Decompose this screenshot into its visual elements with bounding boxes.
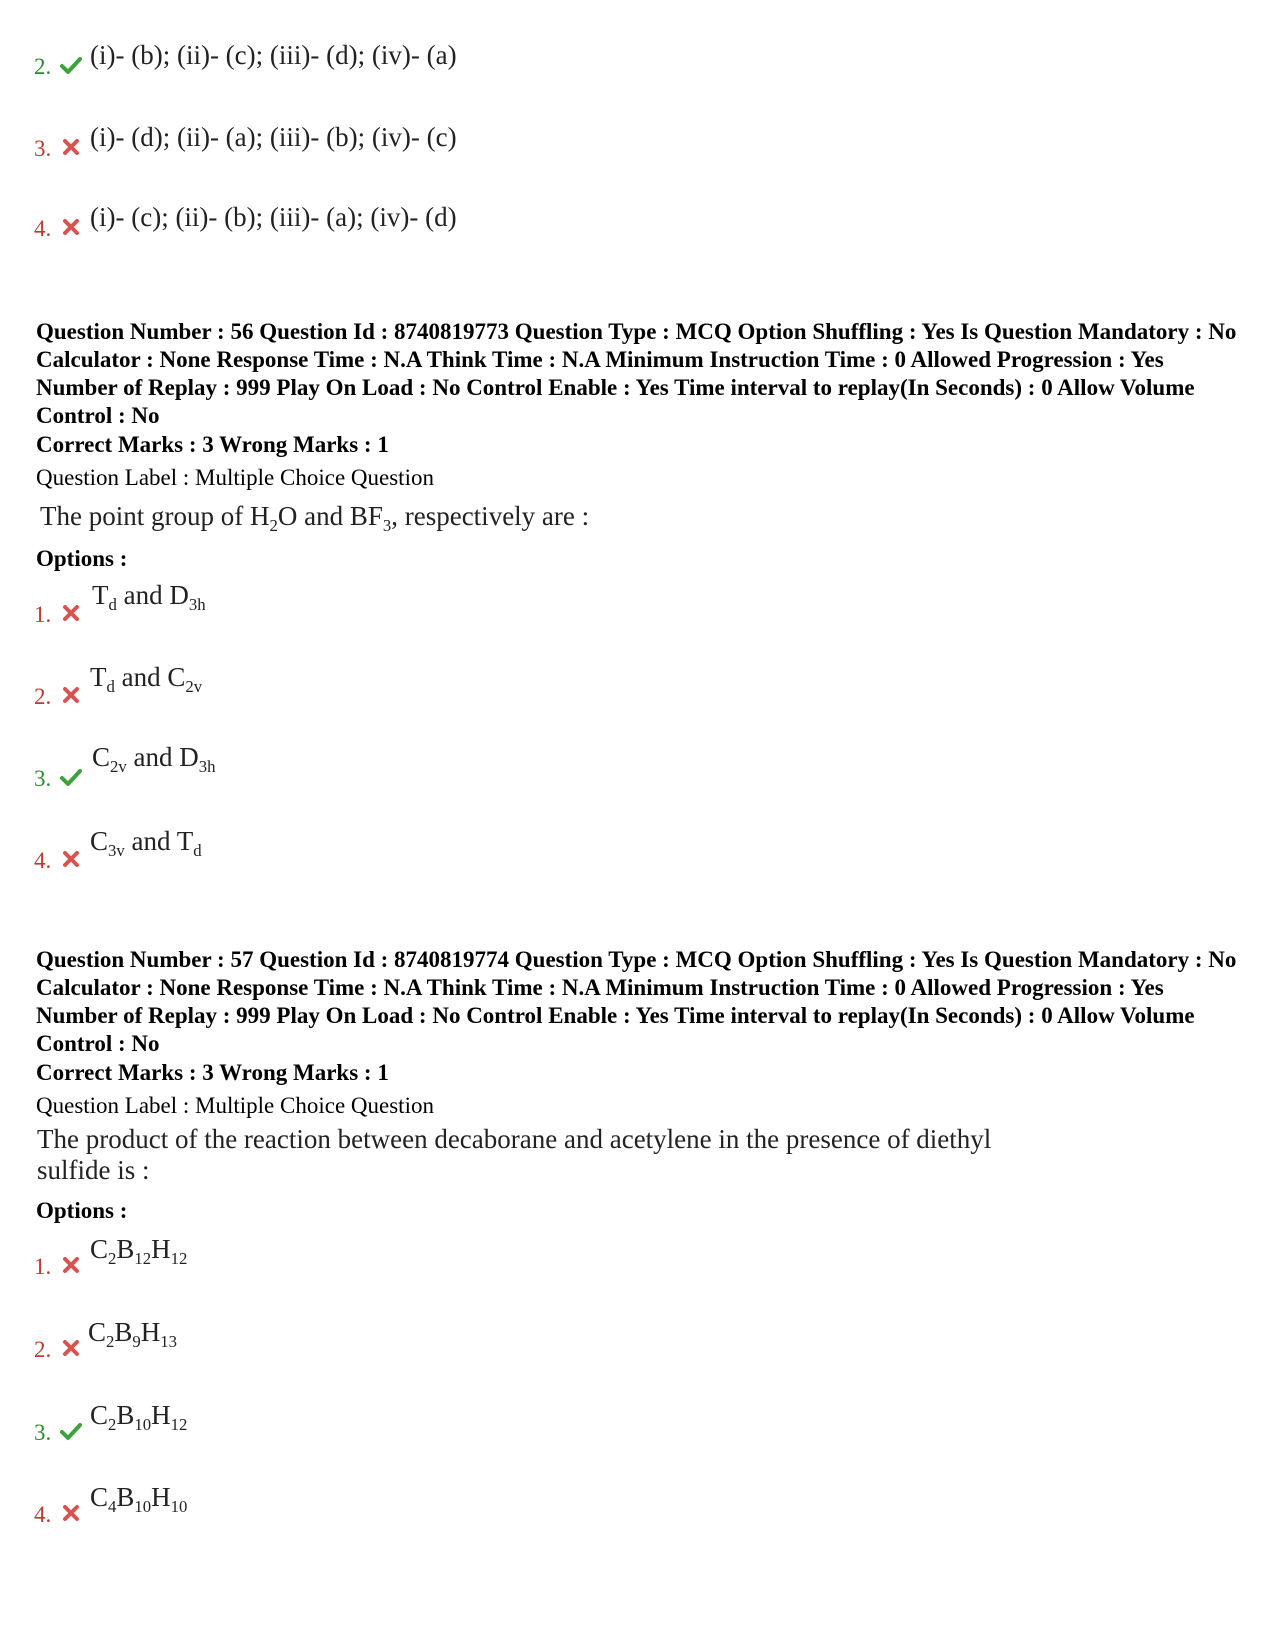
check-icon (60, 766, 82, 788)
cross-icon (60, 848, 82, 870)
question-57-label: Question Label : Multiple Choice Question (36, 1093, 434, 1118)
option-text: $C_{2v}$ and $D_{3h}$ (92, 742, 216, 776)
option-text: $C_2B_{10}H_{12}$ (90, 1400, 188, 1434)
cross-icon (60, 136, 82, 158)
option-text: $C_2B_9H_{13}$ (88, 1317, 178, 1351)
question-56-label: Question Label : Multiple Choice Question (36, 465, 434, 490)
option-text: (i)- (c); (ii)- (b); (iii)- (a); (iv)- (d) (90, 202, 457, 232)
option-number: 4. (34, 1502, 52, 1527)
option-text: (i)- (d); (ii)- (a); (iii)- (b); (iv)- (c) (90, 122, 457, 152)
option-number: 3. (34, 1420, 52, 1445)
question-56-meta: Question Number : 56 Question Id : 8740819773 Question Type : MCQ Option Shuffling : Yes Is Question Mandatory : No Calculator : None Response Time : N.A Think Time : N.A Minimum Instruction Time : 0 Allowed Progression : Yes Number of Replay : 999 Play On Load : No Control Enable : Yes Time interval to replay(In Seconds) : 0 Allow Volume Control : No (36, 319, 1237, 428)
option-number: 2. (34, 1337, 52, 1362)
option-number: 4. (34, 848, 52, 873)
cross-icon (60, 1502, 82, 1524)
question-56-options-label: Options : (36, 546, 128, 571)
question-57-meta: Question Number : 57 Question Id : 8740819774 Question Type : MCQ Option Shuffling : Yes Is Question Mandatory : No Calculator : None Response Time : N.A Think Time : N.A Minimum Instruction Time : 0 Allowed Progression : Yes Number of Replay : 999 Play On Load : No Control Enable : Yes Time interval to replay(In Seconds) : 0 Allow Volume Control : No (36, 947, 1237, 1056)
option-number: 4. (34, 216, 52, 241)
option-number: 2. (34, 684, 52, 709)
question-56-text: The point group of $H_2O$ and $BF_3$, respectively are : (40, 501, 590, 535)
option-text: $C_4B_{10}H_{10}$ (90, 1482, 188, 1516)
check-icon (60, 54, 82, 76)
option-text: $C_{3v}$ and $T_d$ (90, 826, 202, 860)
option-text: $T_d$ and $D_{3h}$ (92, 580, 206, 614)
cross-icon (60, 1254, 82, 1276)
option-number: 3. (34, 136, 52, 161)
cross-icon (60, 216, 82, 238)
cross-icon (60, 602, 82, 624)
option-text: $C_2B_{12}H_{12}$ (90, 1234, 188, 1268)
option-text: (i)- (b); (ii)- (c); (iii)- (d); (iv)- (a) (90, 40, 457, 70)
question-57-options-label: Options : (36, 1198, 128, 1223)
option-number: 1. (34, 602, 52, 627)
cross-icon (60, 684, 82, 706)
option-number: 2. (34, 54, 52, 79)
question-57-text: The product of the reaction between decaborane and acetylene in the presence of diethyl sulfide is : (37, 1124, 992, 1185)
question-57-marks: Correct Marks : 3 Wrong Marks : 1 (36, 1060, 389, 1085)
question-56-marks: Correct Marks : 3 Wrong Marks : 1 (36, 432, 389, 457)
option-number: 3. (34, 766, 52, 791)
cross-icon (60, 1337, 82, 1359)
option-text: $T_d$ and $C_{2v}$ (90, 662, 203, 696)
check-icon (60, 1420, 82, 1442)
option-number: 1. (34, 1254, 52, 1279)
